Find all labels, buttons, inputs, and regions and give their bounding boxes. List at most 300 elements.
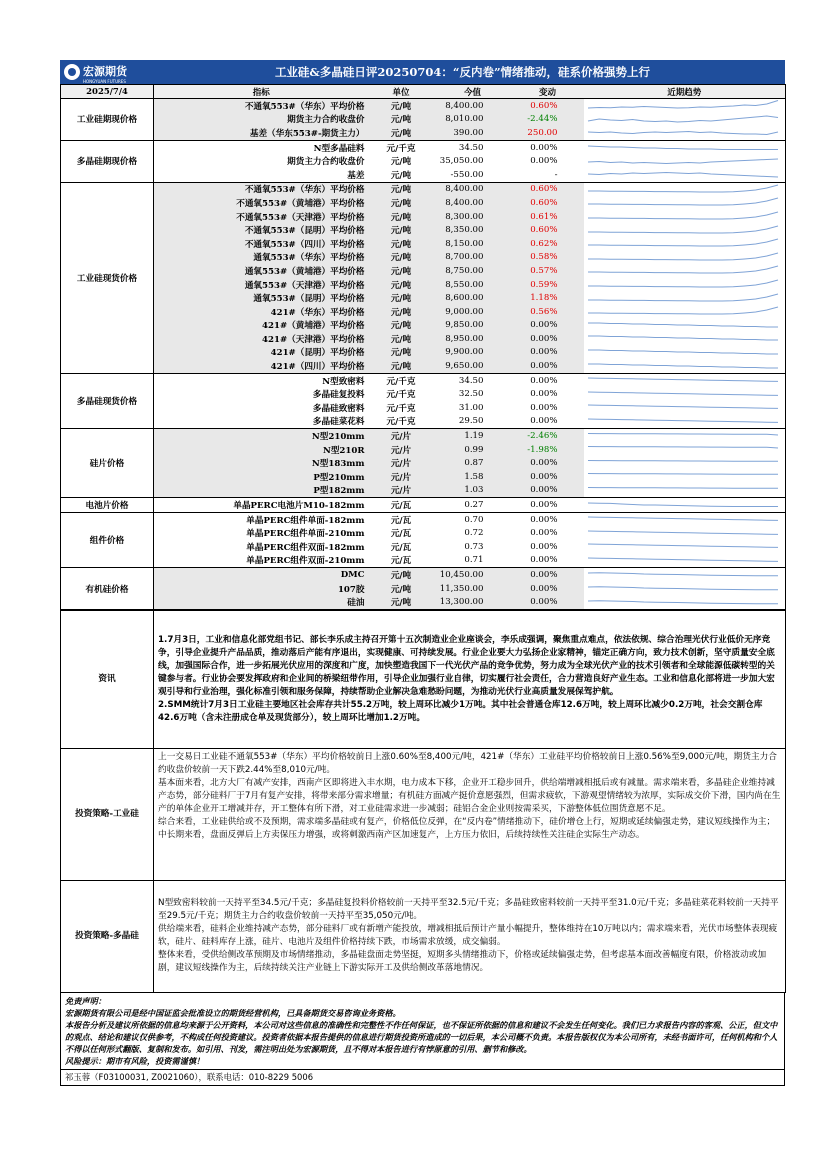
trend-sparkline	[584, 388, 782, 401]
value-cell: 1.58	[434, 470, 512, 484]
trend-sparkline	[584, 430, 782, 443]
si-strategy-label: 投资策略-工业硅	[61, 748, 154, 880]
change-cell: 0.00%	[512, 456, 584, 470]
value-cell: 8,750.00	[434, 264, 512, 278]
trend-sparkline	[584, 305, 782, 318]
trend-header: 近期趋势	[584, 85, 786, 99]
trend-cell	[584, 251, 786, 265]
change-cell: 0.00%	[512, 470, 584, 484]
indicator-name: 421#（昆明）平均价格	[154, 346, 369, 360]
news-paragraph: 2.SMM统计7月3日工业硅主要地区社会库存共计55.2万吨，较上周环比减少1万吨。其中社会普通仓库12.6万吨，较上周环比减少0.2万吨，社会交割仓库42.6万吨（含未注册成仓单及现货部分），较上周环比增加1.2万吨。	[158, 699, 763, 723]
trend-cell	[584, 196, 786, 210]
trend-cell	[584, 429, 786, 443]
trend-cell	[584, 237, 786, 251]
table-row	[61, 196, 786, 210]
value-cell: 1.03	[434, 484, 512, 498]
change-cell: 0.57%	[512, 264, 584, 278]
change-cell: 0.00%	[530, 528, 558, 539]
table-row	[61, 126, 786, 140]
table-row	[61, 568, 786, 582]
table-row	[61, 526, 786, 540]
value-cell: 8,400.00	[434, 196, 512, 210]
value-cell: 11,350.00	[434, 582, 512, 596]
trend-cell	[584, 264, 786, 278]
unit-cell: 元/吨	[369, 346, 434, 360]
report-sheet	[60, 60, 785, 1086]
table-row	[61, 264, 786, 278]
unit-cell: 元/千克	[369, 415, 434, 429]
change-cell: 0.59%	[512, 278, 584, 292]
change-cell: 0.58%	[512, 251, 584, 265]
trend-line	[588, 132, 778, 135]
trend-cell	[584, 305, 786, 319]
trend-cell	[584, 126, 786, 140]
table-row	[61, 387, 786, 401]
trend-line	[588, 517, 778, 520]
unit-cell: 元/吨	[369, 126, 434, 140]
table-row	[61, 251, 786, 265]
trend-line	[588, 239, 778, 246]
table-row	[61, 99, 786, 113]
trend-sparkline	[584, 99, 782, 112]
trend-cell	[584, 319, 786, 333]
unit-cell: 元/吨	[369, 278, 434, 292]
trend-line	[588, 474, 778, 475]
category-label: 有机硅价格	[61, 568, 154, 610]
disclaimer-line: 本报告分析及建议所依据的信息均来源于公开资料，本公司对这些信息的准确性和完整性不作任何保证，也不保证所依据的信息和建议不会发生任何变化。我们已力求报告内容的客观、公正，但文中的观点、结论和建议仅供参考，不构成任何投资建议。投资者依据本报告提供的信息进行期货投资所造成的一切后果，本公司概不负责。本报告版权仅为本公司所有，未经书面许可，任何机构和个人不得以任何形式翻版、复制和发布。如引用、刊发，需注明出处为宏源期货，且不得对本报告进行有悖原意的引用、删节和修改。	[65, 1019, 778, 1054]
table-row	[61, 512, 786, 526]
table-row	[61, 223, 786, 237]
indicator-name: N型多晶硅料	[313, 143, 365, 154]
trend-sparkline	[584, 596, 782, 609]
trend-line	[588, 280, 778, 287]
trend-cell	[584, 526, 786, 540]
trend-line	[588, 405, 778, 408]
value-cell: -550.00	[434, 168, 512, 182]
unit-cell: 元/片	[369, 443, 434, 457]
category-label: 硅片价格	[61, 429, 154, 498]
value-cell: 0.70	[464, 514, 484, 525]
unit-cell: 元/吨	[369, 568, 434, 582]
unit-cell: 元/吨	[369, 196, 434, 210]
trend-sparkline	[584, 141, 782, 154]
trend-cell	[584, 470, 786, 484]
table-row	[61, 291, 786, 305]
trend-sparkline	[584, 470, 782, 483]
change-cell: 0.60%	[512, 99, 584, 113]
value-cell: 8,550.00	[434, 278, 512, 292]
indicator-name: 不通氧553#（华东）平均价格	[154, 182, 369, 196]
trend-sparkline	[584, 113, 782, 126]
trend-line	[588, 266, 778, 273]
change-cell: 0.00%	[512, 568, 584, 582]
poly-strategy-section	[61, 880, 786, 992]
table-row	[61, 470, 786, 484]
indicator-name: 多晶硅菜花料	[154, 415, 369, 429]
unit-cell: 元/瓦	[390, 515, 412, 526]
trend-cell	[584, 484, 786, 498]
trend-line	[588, 600, 778, 603]
indicator-name: DMC	[154, 568, 369, 582]
trend-sparkline	[584, 278, 782, 291]
category-label: 多晶硅现货价格	[61, 373, 154, 428]
trend-line	[588, 364, 778, 368]
value-cell: 9,650.00	[434, 359, 512, 373]
trend-line	[588, 294, 778, 301]
trend-cell	[584, 359, 786, 373]
indicator-name: 单晶PERC组件单面-182mm	[246, 515, 365, 526]
indicator-name: P型210mm	[154, 470, 369, 484]
unit-cell: 元/千克	[386, 143, 416, 154]
trend-line	[588, 558, 778, 561]
value-cell: 0.72	[464, 528, 484, 539]
change-cell: 0.00%	[530, 389, 558, 400]
indicator-header: 指标	[154, 85, 369, 99]
trend-cell	[584, 595, 786, 609]
trend-line	[588, 503, 778, 507]
change-cell: 0.00%	[512, 595, 584, 609]
trend-cell	[584, 99, 786, 113]
value-cell: 8,400.00	[434, 99, 512, 113]
table-row	[61, 237, 786, 251]
change-cell: 0.60%	[512, 223, 584, 237]
value-cell: 35,050.00	[439, 156, 484, 167]
poly-strategy-paragraph: N型致密料较前一天持平至34.5元/千克；多晶硅复投料价格较前一天持平至32.5元/千克；多晶硅致密料较前一天持平至31.0元/千克；多晶硅菜花料较前一天持平至29.5元/千克；期货主力合约收盘价较前一天持平至35,050元/吨。	[158, 898, 779, 922]
category-label: 工业硅期现价格	[61, 99, 154, 141]
table-row	[61, 305, 786, 319]
category-label: 多晶硅期现价格	[61, 140, 154, 182]
analyst-contact: 祁玉蓉（F03100031, Z0021060），联系电话：010-8229 5006	[60, 1070, 785, 1086]
unit-cell: 元/瓦	[369, 498, 434, 513]
table-row	[61, 554, 786, 568]
indicator-name: 421#（华东）平均价格	[154, 305, 369, 319]
trend-line	[588, 433, 778, 435]
unit-cell: 元/片	[369, 484, 434, 498]
indicator-name: 单晶PERC组件双面-210mm	[154, 554, 369, 568]
value-cell: 0.71	[434, 554, 512, 568]
category-label: 工业硅现货价格	[61, 182, 154, 373]
trend-line	[588, 226, 778, 233]
value-cell: 8,950.00	[434, 332, 512, 346]
indicator-name: 基差（华东553#-期货主力）	[154, 126, 369, 140]
indicator-name: 不通氧553#（黄埔港）平均价格	[154, 196, 369, 210]
value-cell: 29.50	[434, 415, 512, 429]
trend-sparkline	[584, 251, 782, 264]
trend-line	[588, 573, 778, 576]
change-cell: 0.61%	[512, 210, 584, 224]
change-cell: -2.44%	[512, 113, 584, 127]
indicator-name: 421#（黄埔港）平均价格	[154, 319, 369, 333]
trend-sparkline	[584, 513, 782, 526]
poly-strategy-label: 投资策略-多晶硅	[61, 880, 154, 992]
trend-sparkline	[584, 401, 782, 414]
category-label: 电池片价格	[61, 498, 154, 513]
value-cell: 13,300.00	[434, 595, 512, 609]
table-row	[61, 278, 786, 292]
unit-cell: 元/瓦	[390, 542, 412, 553]
trend-sparkline	[584, 237, 782, 250]
disclaimer-title: 免责声明：	[65, 995, 106, 1006]
trend-sparkline	[584, 554, 782, 567]
trend-line	[588, 392, 778, 395]
trend-sparkline	[584, 540, 782, 553]
value-cell: 34.50	[458, 142, 484, 153]
trend-cell	[584, 512, 786, 526]
unit-cell: 元/吨	[369, 237, 434, 251]
trend-cell	[584, 554, 786, 568]
company-logo	[60, 60, 140, 84]
trend-line	[588, 173, 778, 178]
change-cell: 1.18%	[512, 291, 584, 305]
indicator-name: 不通氧553#（四川）平均价格	[154, 237, 369, 251]
value-cell: 8,400.00	[434, 182, 512, 196]
trend-sparkline	[584, 319, 782, 332]
value-cell: 8,300.00	[434, 210, 512, 224]
table-row	[61, 443, 786, 457]
indicator-name: 107胶	[154, 582, 369, 596]
change-cell: 0.00%	[530, 514, 558, 525]
trend-sparkline	[584, 292, 782, 305]
indicator-name: N型210R	[154, 443, 369, 457]
change-cell: 0.00%	[530, 402, 558, 413]
trend-cell	[584, 278, 786, 292]
change-cell: 0.00%	[512, 554, 584, 568]
indicator-name: 单晶PERC组件单面-210mm	[246, 529, 365, 540]
change-cell: 0.60%	[512, 196, 584, 210]
unit-cell: 元/片	[369, 470, 434, 484]
si-strategy-paragraph: 上一交易日工业硅不通氧553#（华东）平均价格较前日上涨0.60%至8,400元/吨，421#（华东）工业硅平均价格较前日上涨0.56%至9,000元/吨，期货主力合约收盘价较前一天下跌2.44%至8,010元/吨。	[158, 751, 777, 775]
unit-cell: 元/片	[369, 456, 434, 470]
trend-sparkline	[584, 457, 782, 470]
indicator-name: 不通氧553#（华东）平均价格	[154, 99, 369, 113]
trend-sparkline	[584, 374, 782, 387]
trend-cell	[584, 346, 786, 360]
value-cell: 9,000.00	[434, 305, 512, 319]
value-cell: 0.27	[434, 498, 512, 513]
disclaimer-line: 风险提示：期市有风险，投资需谨慎！	[65, 1055, 205, 1066]
indicator-name: 不通氧553#（昆明）平均价格	[154, 223, 369, 237]
value-cell: 10,450.00	[434, 568, 512, 582]
unit-cell: 元/千克	[386, 390, 416, 401]
trend-cell	[584, 498, 786, 513]
trend-line	[588, 212, 778, 219]
unit-cell: 元/吨	[369, 99, 434, 113]
trend-sparkline	[584, 168, 782, 181]
table-row	[61, 346, 786, 360]
unit-cell: 元/吨	[369, 223, 434, 237]
si-strategy-paragraph: 基本面来看，北方大厂有减产安排，西南产区即将进入丰水期，电力成本下移，企业开工稳步回升，供给端增减相抵后或有减量。需求端来看，多晶硅企业维持减产态势，部分硅料厂于7月有复产安排，将带来部分需求增量；有机硅方面减产挺价意愿强烈，但需求疲软，下游观望情绪较为浓厚，实际成交价下滑，国内尚在生产的单体企业开工增减并存，开工整体有所下滑，对工业硅需求进一步减弱；硅铝合金企业则按需采买，下游整体低位围货意愿不足。	[158, 777, 781, 814]
unit-cell: 元/吨	[390, 157, 412, 168]
indicator-name: 通氧553#（昆明）平均价格	[154, 291, 369, 305]
table-row	[61, 401, 786, 415]
report-header	[60, 60, 785, 84]
change-cell: -1.98%	[512, 443, 584, 457]
change-cell: 0.00%	[512, 346, 584, 360]
trend-line	[588, 531, 778, 534]
table-row	[61, 582, 786, 596]
value-cell: 9,850.00	[434, 319, 512, 333]
trend-sparkline	[584, 346, 782, 359]
trend-line	[588, 447, 778, 449]
trend-line	[588, 587, 778, 590]
unit-cell: 元/瓦	[390, 529, 412, 540]
trend-line	[588, 419, 778, 422]
si-strategy-body	[154, 748, 786, 880]
unit-cell: 元/吨	[369, 332, 434, 346]
table-row	[61, 415, 786, 429]
trend-cell	[584, 582, 786, 596]
table-row	[61, 182, 786, 196]
table-row	[61, 484, 786, 498]
unit-header: 单位	[369, 85, 434, 99]
unit-cell: 元/片	[369, 429, 434, 443]
table-row	[61, 359, 786, 373]
news-body	[154, 610, 786, 748]
trend-line	[588, 487, 778, 488]
poly-strategy-paragraph: 整体来看，受供给侧改革预期及市场情绪推动，多晶硅盘面走势坚挺，短期多头情绪推动下，价格或延续偏强走势，但考虑基本面改善幅度有限，价格波动或加剧，建议短线操作为主，后续持续关注产业链上下游实际开工及供给侧改革落地情况。	[158, 950, 767, 974]
value-cell: 34.50	[458, 375, 484, 386]
poly-strategy-body	[154, 880, 786, 992]
unit-cell: 元/吨	[369, 582, 434, 596]
trend-cell	[584, 456, 786, 470]
disclaimer-line: 宏源期货有限公司是经中国证监会批准设立的期货经营机构，已具备期货交易咨询业务资格。	[65, 1007, 401, 1018]
logo-name: 宏源期货	[83, 65, 127, 78]
logo-mark-icon	[64, 64, 80, 80]
change-cell: -2.46%	[512, 429, 584, 443]
table-header-row	[61, 85, 786, 99]
indicator-name: N型183mm	[154, 456, 369, 470]
trend-line	[588, 185, 778, 192]
change-cell: 0.00%	[512, 359, 584, 373]
change-cell: 0.00%	[512, 484, 584, 498]
si-strategy-paragraph: 综合来看，工业硅供给或不及预期，需求端多晶硅或有复产，价格低位反弹，在“反内卷”情绪推动下，硅价增仓上行，短期或延续偏强走势，建议短线操作为主；中长期来看，盘面反弹后上方卖保压力增强，或将刺激西南产区加速复产，上方压力依旧，后续持续性关注硅企实际生产动态。	[158, 816, 776, 840]
value-cell: 0.73	[464, 541, 484, 552]
trend-sparkline	[584, 499, 782, 512]
trend-sparkline	[584, 332, 782, 345]
indicator-name: 通氧553#（黄埔港）平均价格	[154, 264, 369, 278]
trend-line	[588, 307, 778, 314]
trend-sparkline	[584, 264, 782, 277]
trend-sparkline	[584, 126, 782, 139]
trend-line	[588, 101, 778, 109]
trend-line	[588, 159, 778, 164]
table-row	[61, 210, 786, 224]
news-section	[61, 610, 786, 748]
trend-cell	[584, 540, 786, 554]
unit-cell: 元/瓦	[369, 554, 434, 568]
change-cell: 0.00%	[512, 415, 584, 429]
change-cell: 0.00%	[530, 375, 558, 386]
trend-cell	[584, 291, 786, 305]
unit-cell: 元/千克	[386, 403, 416, 414]
change-cell: 0.00%	[512, 498, 584, 513]
change-cell: 0.00%	[530, 142, 558, 153]
unit-cell: 元/吨	[369, 319, 434, 333]
value-cell: 8,600.00	[434, 291, 512, 305]
indicator-name: 期货主力合约收盘价	[287, 157, 365, 168]
trend-sparkline	[584, 443, 782, 456]
indicator-name: 期货主力合约收盘价	[154, 113, 369, 127]
value-cell: 0.87	[434, 456, 512, 470]
trend-line	[588, 323, 778, 327]
unit-cell: 元/吨	[369, 264, 434, 278]
change-cell: 0.00%	[512, 332, 584, 346]
trend-sparkline	[584, 155, 782, 168]
indicator-name: 单晶PERC电池片M10-182mm	[154, 498, 369, 513]
table-row	[61, 113, 786, 127]
value-cell: 1.19	[434, 429, 512, 443]
indicator-name: 421#（天津港）平均价格	[154, 332, 369, 346]
date-header: 2025/7/4	[61, 85, 154, 99]
trend-cell	[584, 332, 786, 346]
trend-sparkline	[584, 183, 782, 196]
trend-sparkline	[584, 582, 782, 595]
trend-line	[588, 460, 778, 461]
trend-line	[588, 378, 778, 381]
table-row	[61, 456, 786, 470]
trend-cell	[584, 568, 786, 582]
value-cell: 8,150.00	[434, 237, 512, 251]
change-cell: 0.56%	[512, 305, 584, 319]
trend-line	[588, 253, 778, 260]
indicator-name: N型致密料	[322, 376, 365, 387]
trend-line	[588, 544, 778, 547]
indicator-name: 硅油	[154, 595, 369, 609]
unit-cell: 元/吨	[369, 113, 434, 127]
commentary-table	[60, 610, 786, 993]
trend-cell	[584, 168, 786, 182]
change-cell: 0.00%	[512, 582, 584, 596]
trend-line	[588, 350, 778, 354]
unit-cell: 元/吨	[369, 251, 434, 265]
today-header: 今值	[434, 85, 512, 99]
unit-cell: 元/吨	[369, 291, 434, 305]
unit-cell: 元/吨	[369, 168, 434, 182]
unit-cell: 元/吨	[369, 305, 434, 319]
value-cell: 9,900.00	[434, 346, 512, 360]
unit-cell: 元/千克	[386, 376, 416, 387]
indicator-name: 基差	[154, 168, 369, 182]
trend-cell	[584, 387, 786, 401]
table-row	[61, 498, 786, 513]
trend-line	[588, 116, 778, 122]
change-header: 变动	[512, 85, 584, 99]
table-row	[61, 595, 786, 609]
trend-sparkline	[584, 527, 782, 540]
table-row	[61, 332, 786, 346]
value-cell: 0.99	[434, 443, 512, 457]
trend-cell	[584, 154, 786, 168]
trend-cell	[584, 443, 786, 457]
report-title: 工业硅&多晶硅日评20250704：“反内卷”情绪推动，硅系价格强势上行	[274, 65, 651, 79]
unit-cell: 元/吨	[369, 595, 434, 609]
table-row	[61, 373, 786, 387]
unit-cell: 元/吨	[369, 359, 434, 373]
trend-line	[588, 198, 778, 205]
change-cell: 0.60%	[512, 182, 584, 196]
unit-cell: 元/吨	[369, 182, 434, 196]
trend-sparkline	[584, 224, 782, 237]
poly-strategy-paragraph: 供给端来看，硅料企业维持减产态势，部分硅料厂或有新增产能投放，增减相抵后预计产量小幅提升，整体维持在10万吨以内；需求端来看，光伏市场整体表现疲软，硅片、硅料库存上涨，硅片、电池片及组件价格持续下跌，市场需求放缓，成交偏弱。	[158, 924, 778, 948]
trend-cell	[584, 140, 786, 154]
indicator-name: 421#（四川）平均价格	[154, 359, 369, 373]
value-cell: 31.00	[458, 402, 484, 413]
change-cell: 0.00%	[530, 541, 558, 552]
table-row	[61, 168, 786, 182]
indicator-name: P型182mm	[154, 484, 369, 498]
trend-cell	[584, 401, 786, 415]
table-row	[61, 540, 786, 554]
